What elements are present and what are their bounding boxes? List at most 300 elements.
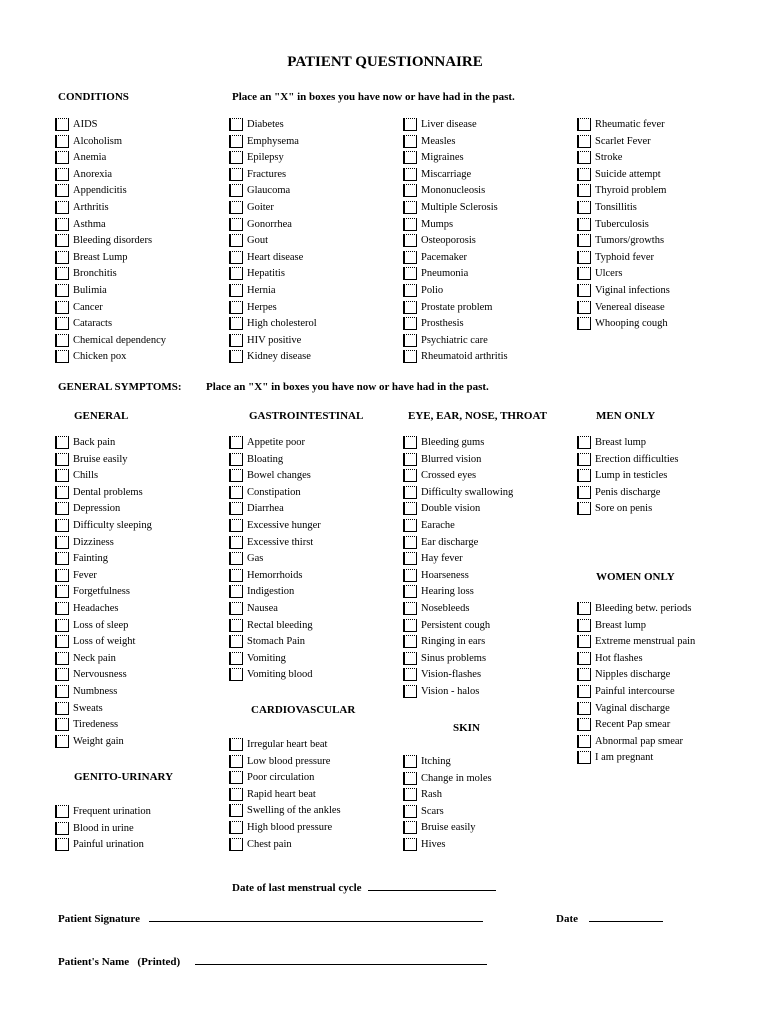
- checkbox[interactable]: [403, 469, 417, 482]
- checkbox[interactable]: [229, 635, 243, 648]
- checkbox-item: [55, 552, 230, 569]
- checkbox-label: High blood pressure: [247, 821, 333, 833]
- checkbox-item: [403, 685, 578, 702]
- checkbox[interactable]: [577, 619, 591, 632]
- checkbox-label: Hives: [421, 838, 446, 850]
- checkbox-item: [55, 251, 230, 268]
- checkbox-item: [577, 284, 752, 301]
- checkbox[interactable]: [229, 201, 243, 214]
- checkbox-label: Nosebleeds: [421, 602, 470, 614]
- checkbox[interactable]: [403, 585, 417, 598]
- checkbox-label: Herpes: [247, 301, 277, 313]
- checkbox[interactable]: [229, 619, 243, 632]
- checkbox[interactable]: [55, 284, 69, 297]
- conditions-heading: CONDITIONS: [58, 91, 129, 103]
- checkbox-label: Pneumonia: [421, 268, 469, 280]
- checkbox-item: [55, 685, 230, 702]
- signature-field[interactable]: [149, 912, 483, 922]
- checkbox-item: [577, 668, 752, 685]
- checkbox-label: Sinus problems: [421, 652, 487, 664]
- checkbox[interactable]: [577, 635, 591, 648]
- checkbox[interactable]: [55, 838, 69, 851]
- general-list: [55, 436, 230, 751]
- checkbox[interactable]: [229, 804, 243, 817]
- checkbox-label: Miscarriage: [421, 168, 472, 180]
- checkbox-item: [229, 168, 404, 185]
- checkbox[interactable]: [577, 668, 591, 681]
- checkbox-label: I am pregnant: [595, 752, 654, 764]
- checkbox[interactable]: [403, 805, 417, 818]
- checkbox-label: Hearing loss: [421, 586, 474, 598]
- checkbox[interactable]: [55, 317, 69, 330]
- checkbox[interactable]: [55, 436, 69, 449]
- checkbox[interactable]: [229, 168, 243, 181]
- checkbox[interactable]: [55, 702, 69, 715]
- checkbox[interactable]: [229, 788, 243, 801]
- checkbox[interactable]: [55, 453, 69, 466]
- checkbox-label: Rheumatic fever: [595, 119, 665, 130]
- checkbox[interactable]: [403, 284, 417, 297]
- checkbox[interactable]: [577, 201, 591, 214]
- checkbox-item: [55, 317, 230, 334]
- checkbox-label: Difficulty sleeping: [73, 519, 152, 531]
- checkbox-label: Liver disease: [421, 119, 477, 130]
- checkbox-label: Psychiatric care: [421, 334, 488, 346]
- checkbox-label: Vomiting blood: [247, 669, 313, 681]
- checkbox-item: [403, 668, 578, 685]
- checkbox-item: [577, 619, 752, 636]
- menstrual-date-label: Date of last menstrual cycle: [232, 882, 362, 894]
- checkbox-item: [229, 135, 404, 152]
- checkbox[interactable]: [403, 821, 417, 834]
- checkbox[interactable]: [229, 334, 243, 347]
- checkbox-label: Chemical dependency: [73, 334, 167, 346]
- checkbox-item: [229, 267, 404, 284]
- symptoms-instruction: Place an "X" in boxes you have now or have had in the past.: [206, 381, 489, 393]
- checkbox-label: Erection difficulties: [595, 453, 679, 465]
- checkbox[interactable]: [229, 838, 243, 851]
- checkbox-item: [577, 486, 752, 503]
- checkbox[interactable]: [229, 453, 243, 466]
- checkbox[interactable]: [577, 486, 591, 499]
- checkbox-label: Tiredeness: [73, 719, 119, 731]
- checkbox[interactable]: [577, 184, 591, 197]
- checkbox-item: [229, 755, 404, 772]
- conditions-col-3: [403, 118, 578, 367]
- checkbox-label: Migraines: [421, 152, 464, 164]
- checkbox-label: Typhoid fever: [595, 251, 655, 263]
- checkbox[interactable]: [403, 234, 417, 247]
- checkbox-item: [577, 751, 752, 768]
- eent-heading: EYE, EAR, NOSE, THROAT: [408, 410, 547, 422]
- checkbox-label: Gas: [247, 553, 264, 565]
- checkbox-item: [403, 772, 578, 789]
- checkbox[interactable]: [577, 284, 591, 297]
- checkbox[interactable]: [577, 502, 591, 515]
- checkbox[interactable]: [229, 284, 243, 297]
- checkbox-item: [403, 251, 578, 268]
- checkbox[interactable]: [403, 201, 417, 214]
- checkbox-item: [403, 821, 578, 838]
- checkbox-item: [229, 218, 404, 235]
- checkbox-item: [55, 201, 230, 218]
- checkbox[interactable]: [229, 486, 243, 499]
- date-label: Date: [556, 913, 578, 925]
- checkbox[interactable]: [403, 652, 417, 665]
- checkbox[interactable]: [403, 334, 417, 347]
- checkbox-item: [229, 804, 404, 821]
- checkbox-item: [55, 718, 230, 735]
- checkbox-label: Hay fever: [421, 553, 463, 565]
- checkbox[interactable]: [229, 569, 243, 582]
- checkbox[interactable]: [55, 135, 69, 148]
- checkbox[interactable]: [229, 436, 243, 449]
- checkbox-item: [229, 350, 404, 367]
- checkbox[interactable]: [229, 135, 243, 148]
- checkbox-label: Epilepsy: [247, 152, 284, 164]
- checkbox[interactable]: [55, 151, 69, 164]
- checkbox-label: Tuberculosis: [595, 218, 649, 230]
- checkbox-item: [55, 652, 230, 669]
- checkbox[interactable]: [577, 453, 591, 466]
- checkbox[interactable]: [577, 702, 591, 715]
- checkbox[interactable]: [229, 652, 243, 665]
- checkbox[interactable]: [403, 569, 417, 582]
- checkbox[interactable]: [403, 838, 417, 851]
- checkbox[interactable]: [577, 234, 591, 247]
- checkbox[interactable]: [55, 184, 69, 197]
- checkbox-label: Asthma: [73, 218, 106, 230]
- conditions-col-2: [229, 118, 404, 367]
- checkbox-label: Dental problems: [73, 486, 143, 498]
- checkbox[interactable]: [577, 218, 591, 231]
- checkbox[interactable]: [403, 301, 417, 314]
- checkbox-label: Bulimia: [73, 284, 107, 296]
- checkbox-item: [229, 284, 404, 301]
- checkbox-item: [403, 635, 578, 652]
- checkbox-item: [403, 453, 578, 470]
- checkbox-label: Vision-flashes: [421, 669, 482, 681]
- checkbox[interactable]: [403, 168, 417, 181]
- checkbox[interactable]: [55, 569, 69, 582]
- checkbox-label: Hot flashes: [595, 652, 643, 664]
- checkbox[interactable]: [577, 469, 591, 482]
- checkbox[interactable]: [403, 668, 417, 681]
- checkbox-label: Appendicitis: [73, 185, 127, 197]
- checkbox-item: [577, 301, 752, 318]
- checkbox-item: [229, 436, 404, 453]
- checkbox-item: [229, 251, 404, 268]
- checkbox[interactable]: [229, 151, 243, 164]
- checkbox[interactable]: [403, 519, 417, 532]
- checkbox[interactable]: [55, 350, 69, 363]
- checkbox[interactable]: [403, 755, 417, 768]
- checkbox[interactable]: [55, 502, 69, 515]
- checkbox[interactable]: [55, 805, 69, 818]
- checkbox[interactable]: [403, 317, 417, 330]
- checkbox-label: Dizziness: [73, 536, 114, 548]
- checkbox-label: Weight gain: [73, 735, 124, 747]
- checkbox-item: [577, 135, 752, 152]
- menstrual-date-field[interactable]: [368, 881, 496, 891]
- checkbox[interactable]: [403, 453, 417, 466]
- checkbox[interactable]: [577, 118, 591, 131]
- checkbox[interactable]: [55, 168, 69, 181]
- checkbox[interactable]: [403, 350, 417, 363]
- checkbox[interactable]: [403, 602, 417, 615]
- checkbox-item: [229, 453, 404, 470]
- checkbox[interactable]: [229, 317, 243, 330]
- checkbox[interactable]: [55, 552, 69, 565]
- checkbox-label: Swelling of the ankles: [247, 805, 341, 817]
- checkbox[interactable]: [55, 251, 69, 264]
- checkbox[interactable]: [577, 602, 591, 615]
- checkbox-label: Low blood pressure: [247, 755, 331, 767]
- checkbox-item: [55, 350, 230, 367]
- checkbox-item: [403, 552, 578, 569]
- gastro-heading: GASTROINTESTINAL: [249, 410, 364, 422]
- checkbox-label: Breast Lump: [73, 251, 128, 263]
- checkbox[interactable]: [229, 301, 243, 314]
- checkbox-label: Diarrhea: [247, 503, 284, 515]
- checkbox[interactable]: [55, 685, 69, 698]
- checkbox[interactable]: [229, 771, 243, 784]
- checkbox-item: [403, 838, 578, 855]
- checkbox[interactable]: [403, 184, 417, 197]
- checkbox-item: [577, 201, 752, 218]
- checkbox-label: Vision - halos: [421, 685, 480, 697]
- checkbox-item: [403, 585, 578, 602]
- checkbox-item: [577, 151, 752, 168]
- checkbox-item: [229, 602, 404, 619]
- checkbox[interactable]: [403, 772, 417, 785]
- checkbox-label: Heart disease: [247, 251, 304, 263]
- date-field[interactable]: [589, 912, 663, 922]
- checkbox[interactable]: [577, 735, 591, 748]
- checkbox-item: [229, 201, 404, 218]
- checkbox[interactable]: [229, 552, 243, 565]
- date-row: [556, 912, 663, 925]
- checkbox[interactable]: [229, 218, 243, 231]
- checkbox[interactable]: [55, 218, 69, 231]
- checkbox-item: [577, 234, 752, 251]
- checkbox[interactable]: [577, 718, 591, 731]
- printed-name-row: [58, 955, 487, 968]
- checkbox[interactable]: [403, 619, 417, 632]
- conditions-col-4: [577, 118, 752, 334]
- checkbox[interactable]: [577, 436, 591, 449]
- checkbox-label: Viginal infections: [595, 284, 670, 296]
- checkbox[interactable]: [229, 184, 243, 197]
- checkbox-label: Excessive thirst: [247, 536, 314, 548]
- checkbox-item: [403, 267, 578, 284]
- checkbox[interactable]: [55, 201, 69, 214]
- checkbox[interactable]: [229, 668, 243, 681]
- checkbox-label: Anorexia: [73, 168, 113, 180]
- checkbox-item: [55, 519, 230, 536]
- checkbox[interactable]: [55, 668, 69, 681]
- checkbox-label: Pacemaker: [421, 251, 468, 263]
- checkbox[interactable]: [229, 755, 243, 768]
- checkbox-item: [55, 151, 230, 168]
- checkbox[interactable]: [403, 502, 417, 515]
- checkbox[interactable]: [403, 436, 417, 449]
- checkbox-item: [577, 118, 752, 135]
- checkbox[interactable]: [229, 267, 243, 280]
- checkbox-label: Persistent cough: [421, 619, 491, 631]
- checkbox[interactable]: [55, 519, 69, 532]
- checkbox[interactable]: [403, 135, 417, 148]
- checkbox[interactable]: [55, 635, 69, 648]
- checkbox-item: [55, 301, 230, 318]
- checkbox[interactable]: [229, 536, 243, 549]
- checkbox[interactable]: [403, 251, 417, 264]
- checkbox[interactable]: [229, 118, 243, 131]
- checkbox[interactable]: [403, 685, 417, 698]
- checkbox[interactable]: [577, 135, 591, 148]
- checkbox[interactable]: [229, 821, 243, 834]
- checkbox-item: [55, 453, 230, 470]
- checkbox-label: Kidney disease: [247, 351, 311, 363]
- checkbox-item: [229, 486, 404, 503]
- checkbox-item: [229, 569, 404, 586]
- checkbox-label: Nipples discharge: [595, 669, 671, 681]
- checkbox[interactable]: [403, 267, 417, 280]
- checkbox-label: Stroke: [595, 152, 623, 164]
- checkbox-label: Rheumatoid arthritis: [421, 351, 508, 363]
- checkbox[interactable]: [55, 652, 69, 665]
- checkbox[interactable]: [577, 267, 591, 280]
- checkbox-label: High cholesterol: [247, 318, 317, 330]
- checkbox[interactable]: [403, 552, 417, 565]
- checkbox[interactable]: [55, 334, 69, 347]
- checkbox-label: Glaucoma: [247, 185, 291, 197]
- checkbox[interactable]: [229, 469, 243, 482]
- checkbox-label: Bruise easily: [421, 822, 476, 834]
- checkbox-label: Rapid heart beat: [247, 788, 316, 800]
- checkbox-label: Difficulty swallowing: [421, 486, 514, 498]
- checkbox-item: [55, 234, 230, 251]
- checkbox[interactable]: [229, 738, 243, 751]
- checkbox-item: [229, 552, 404, 569]
- printed-name-field[interactable]: [195, 955, 487, 965]
- checkbox-item: [55, 168, 230, 185]
- checkbox-label: Vaginal discharge: [595, 702, 670, 714]
- checkbox-label: Goiter: [247, 201, 274, 213]
- checkbox-label: Scars: [421, 805, 444, 817]
- checkbox-label: Recent Pap smear: [595, 719, 671, 731]
- checkbox[interactable]: [577, 168, 591, 181]
- checkbox-label: Back pain: [73, 437, 116, 448]
- printed-name-label: Patient's Name (Printed): [58, 956, 181, 968]
- checkbox-label: Constipation: [247, 486, 301, 498]
- checkbox-label: Gout: [247, 235, 268, 247]
- checkbox-label: Hernia: [247, 284, 276, 296]
- checkbox[interactable]: [577, 151, 591, 164]
- checkbox-item: [55, 805, 230, 822]
- checkbox-item: [403, 602, 578, 619]
- checkbox[interactable]: [403, 118, 417, 131]
- checkbox-label: Alcoholism: [73, 135, 122, 147]
- checkbox[interactable]: [577, 652, 591, 665]
- checkbox-item: [577, 453, 752, 470]
- checkbox-item: [577, 702, 752, 719]
- checkbox[interactable]: [577, 751, 591, 764]
- checkbox-item: [229, 652, 404, 669]
- checkbox[interactable]: [403, 486, 417, 499]
- men-heading: MEN ONLY: [596, 410, 656, 422]
- checkbox-item: [403, 284, 578, 301]
- checkbox-label: Tonsillitis: [595, 201, 637, 213]
- checkbox[interactable]: [229, 502, 243, 515]
- checkbox-item: [403, 151, 578, 168]
- checkbox-item: [55, 602, 230, 619]
- checkbox[interactable]: [55, 486, 69, 499]
- checkbox-label: Nervousness: [73, 669, 127, 681]
- checkbox-label: Ringing in ears: [421, 636, 486, 648]
- checkbox[interactable]: [577, 251, 591, 264]
- checkbox[interactable]: [55, 118, 69, 131]
- checkbox[interactable]: [229, 251, 243, 264]
- checkbox-label: Sweats: [73, 702, 103, 714]
- checkbox-item: [55, 635, 230, 652]
- checkbox[interactable]: [55, 718, 69, 731]
- checkbox-item: [229, 502, 404, 519]
- checkbox[interactable]: [229, 350, 243, 363]
- checkbox[interactable]: [229, 234, 243, 247]
- checkbox[interactable]: [229, 519, 243, 532]
- checkbox[interactable]: [403, 218, 417, 231]
- checkbox-item: [229, 821, 404, 838]
- checkbox[interactable]: [229, 585, 243, 598]
- checkbox-label: Numbness: [73, 685, 118, 697]
- checkbox-item: [55, 436, 230, 453]
- checkbox[interactable]: [577, 301, 591, 314]
- checkbox[interactable]: [55, 234, 69, 247]
- checkbox[interactable]: [55, 301, 69, 314]
- checkbox[interactable]: [403, 151, 417, 164]
- checkbox[interactable]: [55, 536, 69, 549]
- checkbox-item: [577, 635, 752, 652]
- checkbox[interactable]: [55, 735, 69, 748]
- checkbox[interactable]: [403, 788, 417, 801]
- checkbox-item: [403, 350, 578, 367]
- conditions-instruction: Place an "X" in boxes you have now or have had in the past.: [232, 91, 515, 103]
- checkbox-item: [55, 536, 230, 553]
- checkbox[interactable]: [55, 822, 69, 835]
- checkbox-item: [229, 118, 404, 135]
- checkbox-label: Chills: [73, 470, 99, 482]
- checkbox-label: Excessive hunger: [247, 519, 321, 531]
- checkbox-item: [403, 218, 578, 235]
- checkbox-item: [55, 619, 230, 636]
- checkbox-item: [403, 569, 578, 586]
- checkbox[interactable]: [577, 685, 591, 698]
- checkbox[interactable]: [55, 619, 69, 632]
- checkbox-item: [229, 301, 404, 318]
- checkbox[interactable]: [403, 635, 417, 648]
- checkbox[interactable]: [229, 602, 243, 615]
- checkbox-label: Whooping cough: [595, 318, 668, 330]
- checkbox[interactable]: [403, 536, 417, 549]
- checkbox-item: [229, 738, 404, 755]
- checkbox[interactable]: [55, 602, 69, 615]
- checkbox[interactable]: [577, 317, 591, 330]
- checkbox[interactable]: [55, 267, 69, 280]
- checkbox[interactable]: [55, 469, 69, 482]
- checkbox[interactable]: [55, 585, 69, 598]
- conditions-col-1: [55, 118, 230, 367]
